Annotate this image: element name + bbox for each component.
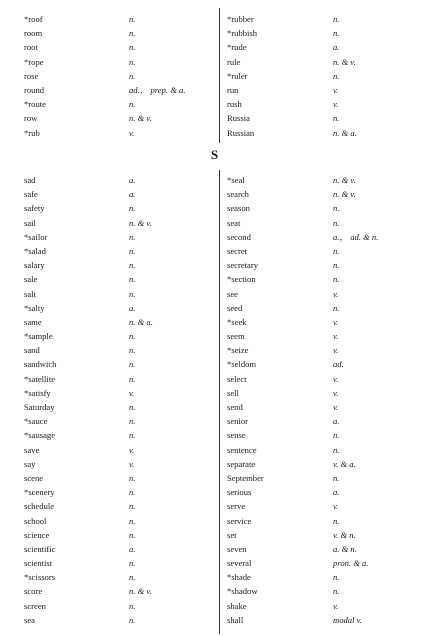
word-entry [227, 428, 417, 442]
word-text: *shade [227, 572, 251, 583]
word-text: *sample [24, 331, 53, 342]
word-text: sell [227, 387, 239, 398]
word-text: *salad [24, 245, 46, 256]
part-of-speech: a. [333, 42, 340, 53]
part-of-speech: v. [333, 99, 339, 110]
word-text: safety [24, 203, 45, 214]
word-text: sea [24, 614, 35, 625]
part-of-speech: n. & v. [129, 217, 152, 228]
word-text: senior [227, 416, 249, 427]
word-text: serious [227, 487, 252, 498]
part-of-speech: v. [333, 331, 339, 342]
part-of-speech: n. [129, 260, 136, 271]
word-entry [227, 357, 417, 371]
part-of-speech: n. [129, 359, 136, 370]
word-entry [24, 126, 214, 140]
word-text: seven [227, 543, 247, 554]
word-entry [24, 26, 214, 40]
part-of-speech: v. [129, 387, 135, 398]
part-of-speech: n. [129, 430, 136, 441]
part-of-speech: n. [129, 345, 136, 356]
part-of-speech: n. [333, 14, 340, 24]
word-list-top-right [227, 12, 417, 140]
part-of-speech: v. & a. [333, 458, 356, 469]
word-entry [227, 528, 417, 542]
word-entry [24, 287, 214, 301]
word-entry [24, 570, 214, 584]
word-entry [227, 97, 417, 111]
word-entry [24, 97, 214, 111]
word-entry [24, 343, 214, 357]
word-text: Russia [227, 113, 250, 124]
word-entry [227, 55, 417, 69]
word-entry [24, 272, 214, 286]
word-text: secret [227, 245, 248, 256]
part-of-speech: ad. [333, 359, 344, 370]
column-divider-bottom [219, 170, 220, 634]
part-of-speech: n. [333, 572, 340, 583]
word-entry [24, 173, 214, 187]
word-text: *sailor [24, 231, 48, 242]
part-of-speech: n. [333, 430, 340, 441]
word-entry [24, 372, 214, 386]
part-of-speech: n. & a. [129, 316, 153, 327]
word-text: set [227, 529, 237, 540]
part-of-speech: n. [129, 600, 136, 611]
part-of-speech: n. [129, 203, 136, 214]
word-text: several [227, 558, 252, 569]
part-of-speech: n. & v. [333, 189, 356, 200]
word-entry [227, 187, 417, 201]
word-entry [227, 301, 417, 315]
word-text: rose [24, 70, 39, 81]
part-of-speech: v. [129, 444, 135, 455]
word-text: search [227, 189, 249, 200]
word-text: *seek [227, 316, 247, 327]
part-of-speech: ad.， prep. & a. [129, 84, 186, 95]
part-of-speech: n. [129, 501, 136, 512]
word-text: separate [227, 458, 256, 469]
word-text: run [227, 84, 239, 95]
word-entry [24, 301, 214, 315]
word-entry [24, 613, 214, 627]
word-text: seem [227, 331, 245, 342]
word-text: serve [227, 501, 246, 512]
word-entry [227, 414, 417, 428]
word-entry [24, 244, 214, 258]
part-of-speech: v. & n. [333, 529, 356, 540]
word-text: salt [24, 288, 36, 299]
part-of-speech: n. & v. [129, 586, 152, 597]
word-entry [24, 329, 214, 343]
word-text: send [227, 402, 243, 412]
word-text: rush [227, 99, 242, 110]
word-entry [24, 315, 214, 329]
word-entry [24, 542, 214, 556]
word-text: *seize [227, 345, 249, 356]
part-of-speech: n. [129, 99, 136, 110]
word-entry [227, 485, 417, 499]
part-of-speech: n. & v. [333, 56, 356, 67]
word-entry [227, 126, 417, 140]
word-entry [227, 372, 417, 386]
word-text: *rubbish [227, 28, 258, 39]
word-text: *satisfy [24, 387, 51, 398]
word-entry [227, 216, 417, 230]
word-entry [24, 499, 214, 513]
word-entry [227, 343, 417, 357]
word-entry [227, 69, 417, 83]
word-text: *salty [24, 302, 45, 313]
word-text: *rubber [227, 14, 254, 24]
part-of-speech: n. [129, 487, 136, 498]
word-entry [24, 414, 214, 428]
word-entry [24, 386, 214, 400]
word-entry [24, 599, 214, 613]
word-list-top-left [24, 12, 214, 140]
word-entry [24, 55, 214, 69]
word-text: *sausage [24, 430, 56, 441]
word-text: *shadow [227, 586, 258, 597]
part-of-speech: n. [333, 302, 340, 313]
word-text: scene [24, 472, 44, 483]
word-text: *rub [24, 127, 40, 138]
part-of-speech: a.， ad. & n. [333, 231, 379, 242]
word-entry [227, 386, 417, 400]
word-entry [227, 443, 417, 457]
word-text: science [24, 529, 50, 540]
part-of-speech: n. [129, 288, 136, 299]
part-of-speech: n. [129, 274, 136, 285]
word-entry [24, 69, 214, 83]
word-text: salary [24, 260, 45, 271]
word-entry [24, 12, 214, 26]
word-text: Russian [227, 127, 255, 138]
part-of-speech: v. [333, 600, 339, 611]
word-entry [227, 514, 417, 528]
part-of-speech: n. [333, 203, 340, 214]
word-text: season [227, 203, 250, 214]
word-entry [24, 443, 214, 457]
word-entry [24, 40, 214, 54]
word-entry [227, 173, 417, 187]
word-entry [227, 287, 417, 301]
part-of-speech: n. [129, 558, 136, 569]
part-of-speech: n. [129, 14, 136, 24]
part-of-speech: n. [333, 260, 340, 271]
part-of-speech: n. [333, 28, 340, 39]
column-divider-top [219, 8, 220, 143]
word-text: *sauce [24, 416, 48, 427]
word-entry [227, 111, 417, 125]
part-of-speech: n. [333, 217, 340, 228]
part-of-speech: v. [333, 387, 339, 398]
part-of-speech: n. [129, 42, 136, 53]
word-text: *seal [227, 175, 245, 185]
word-text: shall [227, 614, 244, 625]
word-entry [227, 400, 417, 414]
word-text: secretary [227, 260, 259, 271]
word-entry [227, 542, 417, 556]
part-of-speech: a. [129, 302, 136, 313]
part-of-speech: n. [129, 614, 136, 625]
word-text: *scissors [24, 572, 56, 583]
part-of-speech: n. [129, 331, 136, 342]
word-entry [227, 315, 417, 329]
word-entry [24, 471, 214, 485]
word-text: say [24, 458, 36, 469]
part-of-speech: n. [129, 28, 136, 39]
section-letter: S [210, 147, 219, 162]
word-text: root [24, 42, 38, 53]
word-entry [227, 613, 417, 627]
part-of-speech: n. [129, 231, 136, 242]
word-entry [227, 201, 417, 215]
part-of-speech: n. [333, 113, 340, 124]
part-of-speech: v. [129, 458, 135, 469]
word-text: select [227, 373, 247, 384]
word-text: *rude [227, 42, 247, 53]
word-entry [24, 514, 214, 528]
word-entry [24, 83, 214, 97]
word-text: *roof [24, 14, 43, 24]
part-of-speech: v. [333, 501, 339, 512]
part-of-speech: n. [129, 245, 136, 256]
word-entry [227, 26, 417, 40]
word-text: save [24, 444, 40, 455]
word-entry [227, 499, 417, 513]
word-text: *route [24, 99, 46, 110]
part-of-speech: pron. & a. [333, 558, 369, 569]
word-text: seat [227, 217, 241, 228]
word-text: sand [24, 345, 40, 356]
part-of-speech: a. [129, 175, 136, 185]
word-text: score [24, 586, 43, 597]
part-of-speech: a. & n. [333, 543, 357, 554]
word-text: schedule [24, 501, 55, 512]
word-text: seed [227, 302, 243, 313]
word-entry [227, 12, 417, 26]
part-of-speech: v. [129, 127, 135, 138]
word-entry [227, 584, 417, 598]
part-of-speech: n. [129, 416, 136, 427]
part-of-speech: a. [333, 487, 340, 498]
part-of-speech: n. [333, 245, 340, 256]
word-entry [24, 584, 214, 598]
word-text: sale [24, 274, 38, 285]
part-of-speech: v. [333, 402, 339, 412]
part-of-speech: a. [333, 416, 340, 427]
word-text: *scenery [24, 487, 55, 498]
word-text: same [24, 316, 42, 327]
part-of-speech: n. & v. [333, 175, 356, 185]
word-text: second [227, 231, 251, 242]
word-list-bottom-right [227, 173, 417, 627]
part-of-speech: v. [333, 345, 339, 356]
word-text: sandwich [24, 359, 57, 370]
part-of-speech: v. [333, 316, 339, 327]
word-text: *section [227, 274, 256, 285]
word-entry [24, 528, 214, 542]
part-of-speech: n. [333, 586, 340, 597]
word-entry [24, 187, 214, 201]
word-text: round [24, 84, 45, 95]
word-entry [24, 216, 214, 230]
word-entry [24, 357, 214, 371]
word-entry [227, 570, 417, 584]
word-entry [24, 258, 214, 272]
word-text: sad [24, 175, 36, 185]
part-of-speech: n. [129, 472, 136, 483]
word-text: row [24, 113, 38, 124]
word-entry [227, 230, 417, 244]
part-of-speech: v. [333, 84, 339, 95]
word-entry [227, 599, 417, 613]
part-of-speech: n. [129, 515, 136, 526]
word-text: Saturday [24, 402, 55, 412]
word-entry [227, 244, 417, 258]
part-of-speech: n. [129, 529, 136, 540]
word-text: school [24, 515, 47, 526]
word-entry [227, 457, 417, 471]
word-text: *ruler [227, 70, 248, 81]
part-of-speech: n. & a. [333, 127, 357, 138]
word-entry [227, 556, 417, 570]
word-entry [24, 457, 214, 471]
part-of-speech: a. [129, 189, 136, 200]
word-text: sense [227, 430, 246, 441]
part-of-speech: n. [129, 572, 136, 583]
part-of-speech: n. [333, 444, 340, 455]
word-entry [24, 485, 214, 499]
part-of-speech: n. [333, 472, 340, 483]
word-text: screen [24, 600, 46, 611]
word-text: scientific [24, 543, 56, 554]
word-text: sail [24, 217, 36, 228]
word-text: *seldom [227, 359, 257, 370]
word-entry [24, 400, 214, 414]
word-entry [24, 556, 214, 570]
word-text: September [227, 472, 264, 483]
word-text: scientist [24, 558, 53, 569]
word-entry [227, 471, 417, 485]
word-text: shake [227, 600, 247, 611]
word-entry [24, 111, 214, 125]
part-of-speech: n. [129, 70, 136, 81]
part-of-speech: n. [129, 402, 136, 412]
word-text: *rope [24, 56, 44, 67]
part-of-speech: v. [333, 288, 339, 299]
part-of-speech: n. [333, 70, 340, 81]
word-text: service [227, 515, 252, 526]
part-of-speech: v. [333, 373, 339, 384]
word-text: rule [227, 56, 241, 67]
word-entry [24, 201, 214, 215]
word-entry [227, 83, 417, 97]
word-entry [227, 40, 417, 54]
part-of-speech: modal v. [333, 614, 362, 625]
word-entry [24, 230, 214, 244]
part-of-speech: n. [333, 515, 340, 526]
word-entry [227, 258, 417, 272]
word-list-bottom-left [24, 173, 214, 627]
word-entry [227, 329, 417, 343]
part-of-speech: n. & v. [129, 113, 152, 124]
word-text: safe [24, 189, 38, 200]
part-of-speech: n. [129, 56, 136, 67]
word-entry [227, 272, 417, 286]
word-text: *satellite [24, 373, 56, 384]
part-of-speech: a. [129, 543, 136, 554]
word-text: room [24, 28, 43, 39]
word-entry [24, 428, 214, 442]
part-of-speech: n. [129, 373, 136, 384]
word-text: see [227, 288, 238, 299]
word-text: sentence [227, 444, 257, 455]
part-of-speech: n. [333, 274, 340, 285]
